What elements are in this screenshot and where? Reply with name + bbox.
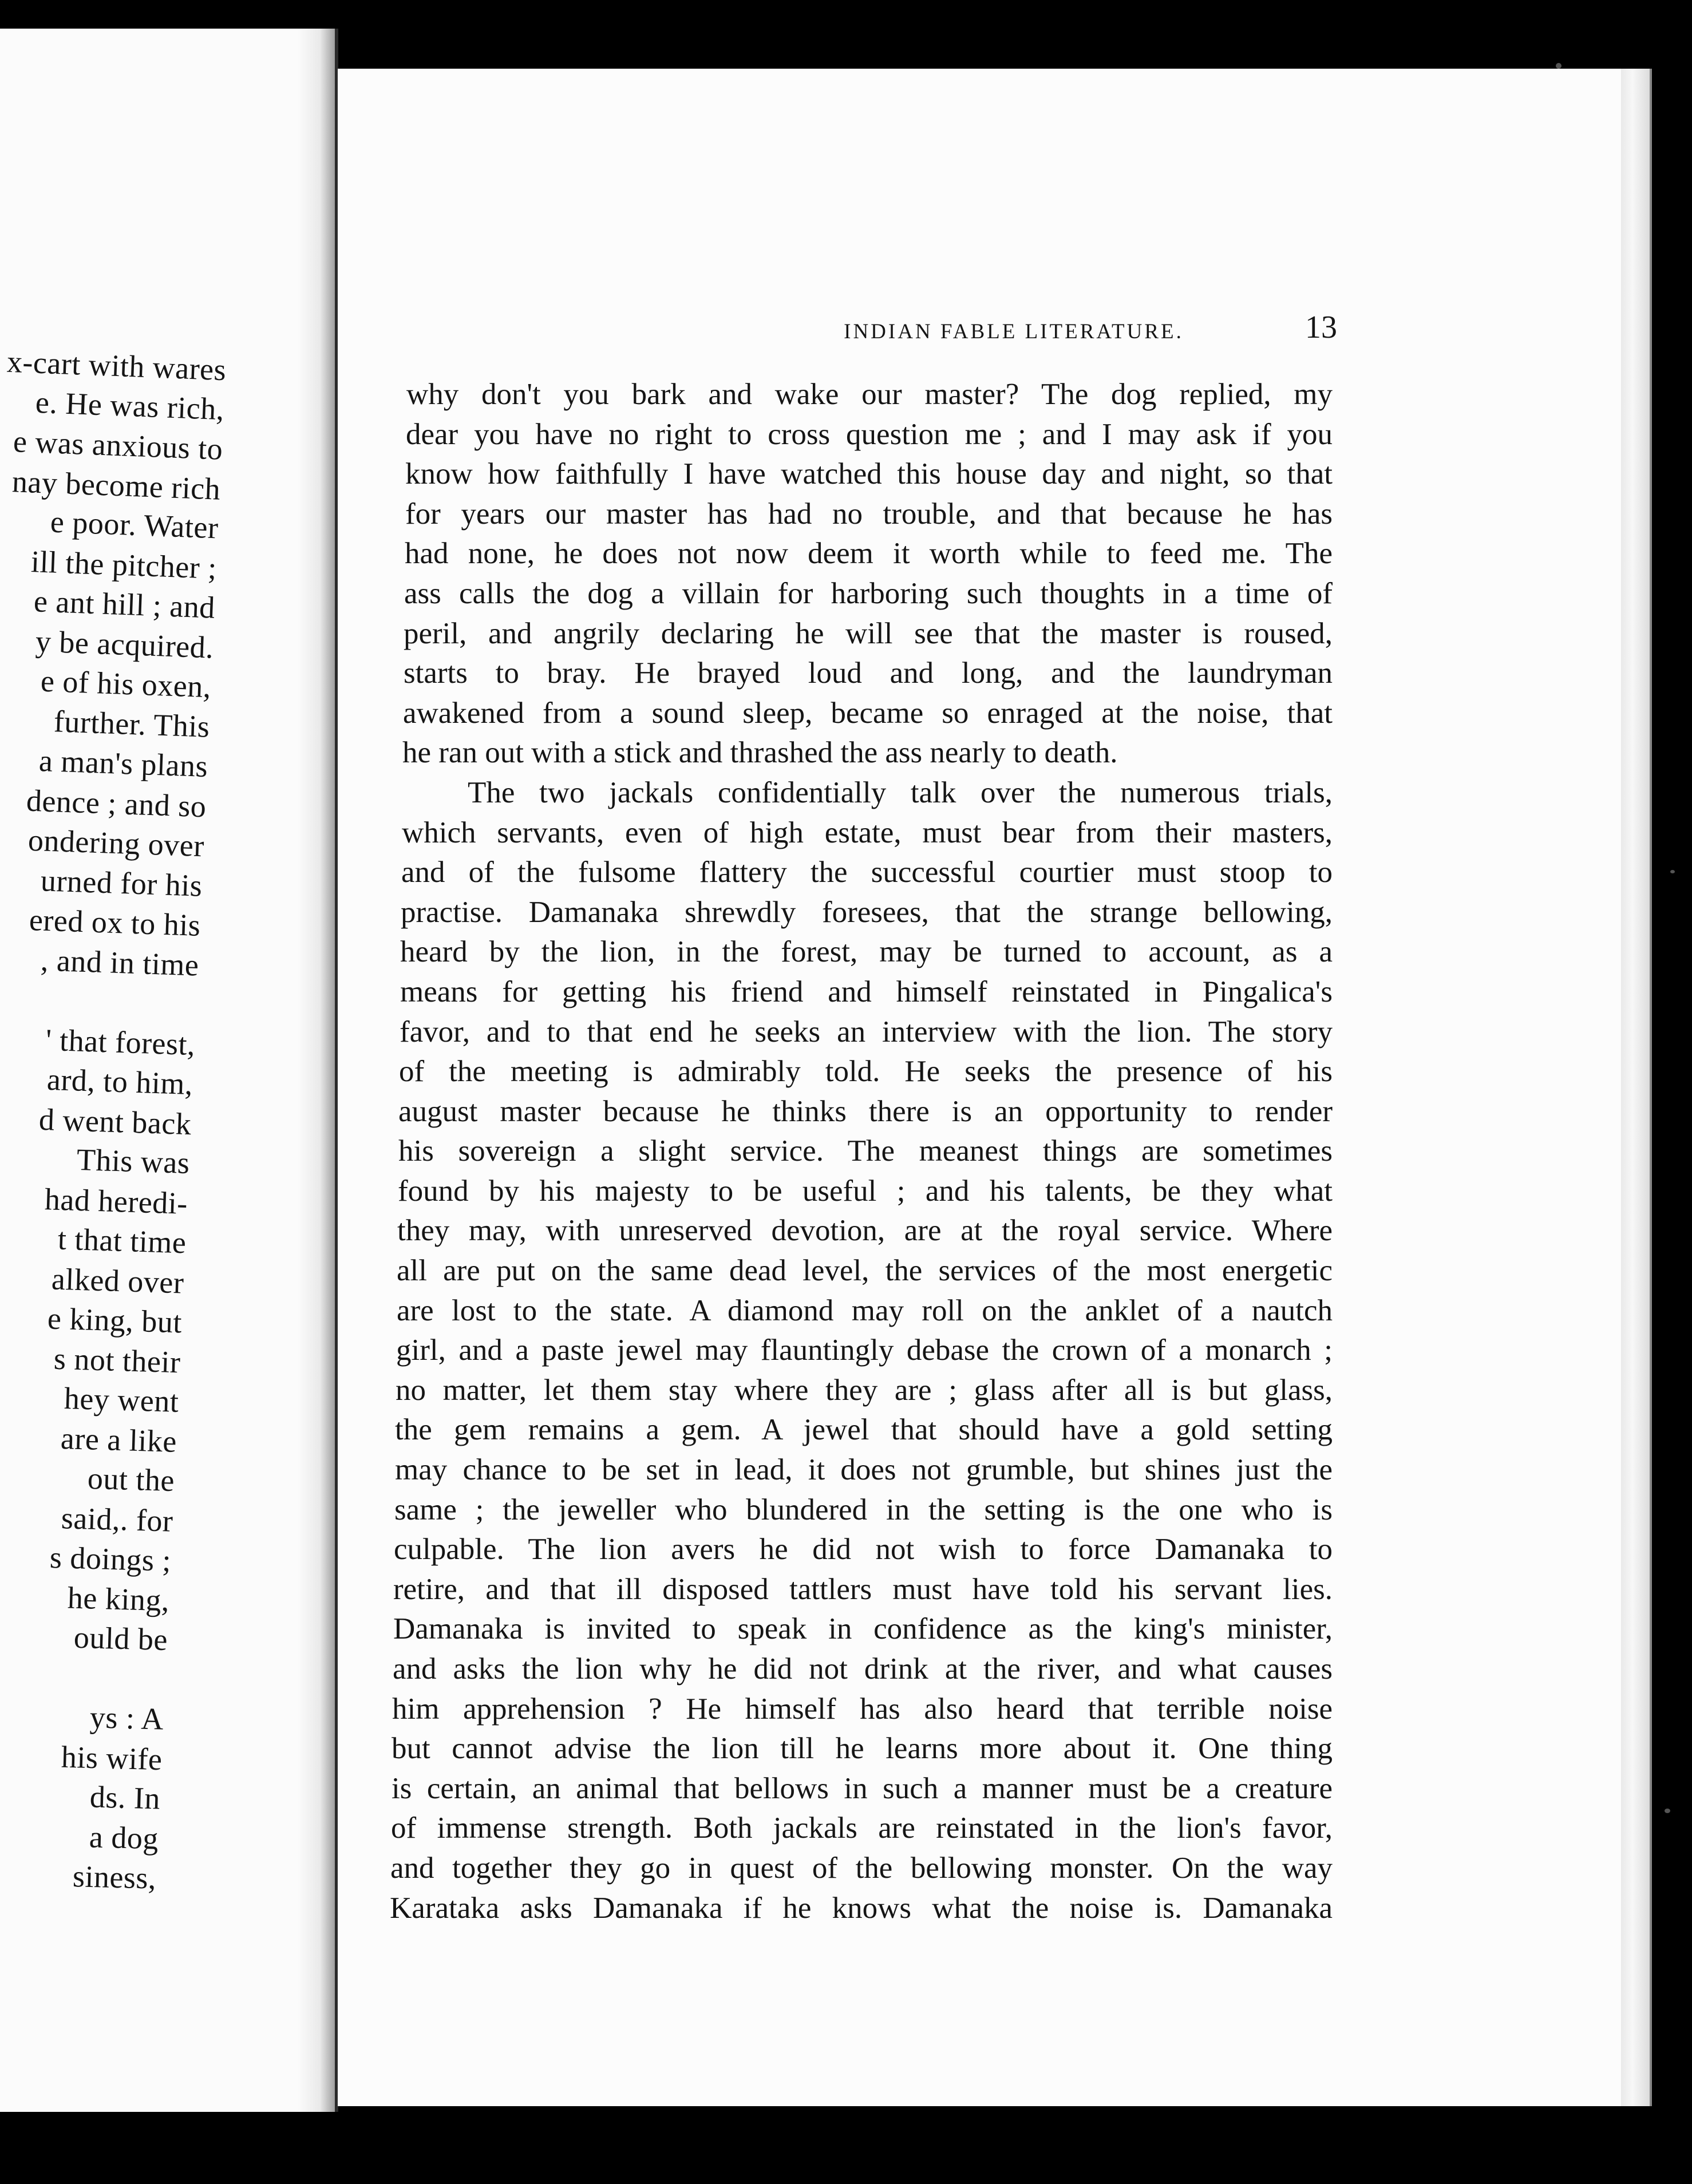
- scan-speck: [1665, 1809, 1670, 1813]
- page-edge: [1621, 69, 1652, 2106]
- body-line: his sovereign a slight service. The meanest things are sometimes: [398, 1134, 1333, 1168]
- body-text: [390, 375, 1333, 1928]
- body-line: peril, and angrily declaring he will see that the master is roused,: [404, 616, 1333, 650]
- body-line: of the meeting is admirably told. He seeks the presence of his: [399, 1055, 1333, 1089]
- body-line: no matter, let them stay where they are ; glass after all is but glass,: [396, 1373, 1333, 1407]
- body-line: culpable. The lion avers he did not wish to force Damanaka to: [394, 1533, 1333, 1566]
- left-page-line: urned for his: [39, 862, 203, 903]
- body-line: but cannot advise the lion till he learns more about it. One thing: [392, 1732, 1333, 1766]
- body-line: dear you have no right to cross question me ; and I may ask if you: [406, 417, 1333, 451]
- left-page-line: said,. for: [60, 1500, 173, 1538]
- body-line: him apprehension ? He himself has also heard that terrible noise: [392, 1692, 1333, 1726]
- body-line: for years our master has had no trouble, and that because he has: [405, 497, 1333, 531]
- body-line: The two jackals confidentially talk over the numerous trials,: [468, 776, 1333, 809]
- scan-speck: [1670, 870, 1675, 873]
- left-page-line: ered ox to his: [28, 903, 201, 943]
- page-number: 13: [1305, 310, 1337, 345]
- body-line: august master because he thinks there is an opportunity to render: [398, 1094, 1333, 1128]
- left-page-line: e of his oxen,: [40, 663, 212, 705]
- left-page-line: This was: [76, 1142, 190, 1181]
- left-page-line: t that time: [57, 1221, 187, 1260]
- left-page-line: x-cart with wares: [6, 344, 227, 387]
- left-page-line: further. This: [53, 703, 210, 744]
- left-page-line: d went back: [38, 1102, 192, 1141]
- body-line: and of the fulsome flattery the successful courtier must stoop to: [401, 856, 1333, 889]
- body-line: starts to bray. He brayed loud and long, and the laundryman: [404, 656, 1333, 690]
- body-line: means for getting his friend and himself reinstated in Pingalica's: [400, 975, 1333, 1008]
- body-line: favor, and to that end he seeks an interview with the lion. The story: [400, 1015, 1333, 1049]
- left-page-line: had heredi-: [44, 1181, 188, 1221]
- body-line: Damanaka is invited to speak in confidence as the king's minister,: [393, 1612, 1333, 1646]
- body-line: the gem remains a gem. A jewel that should have a gold setting: [395, 1413, 1333, 1447]
- body-line: heard by the lion, in the forest, may be turned to account, as a: [400, 935, 1333, 969]
- left-page-line: e ant hill ; and: [33, 584, 216, 625]
- left-page-line: ondering over: [27, 822, 205, 864]
- left-page-line: are a like: [60, 1421, 177, 1459]
- left-page-line: ill the pitcher ;: [30, 544, 218, 585]
- body-line: are lost to the state. A diamond may roll on the anklet of a nautch: [397, 1293, 1333, 1327]
- left-page-line: s doings ;: [49, 1540, 172, 1578]
- body-line: why don't you bark and wake our master? The dog replied, my: [406, 378, 1333, 411]
- left-page-line: his wife: [60, 1739, 163, 1777]
- body-line: know how faithfully I have watched this house day and night, so that: [405, 457, 1333, 491]
- left-page-line: ' that forest,: [45, 1022, 196, 1062]
- left-page-line: siness,: [72, 1859, 157, 1896]
- body-line: all are put on the same dead level, the services of the most energetic: [397, 1254, 1333, 1288]
- body-line: and together they go in quest of the bellowing monster. On the way: [390, 1851, 1333, 1885]
- body-line: retire, and that ill disposed tattlers must have told his servant lies.: [393, 1572, 1333, 1606]
- left-page-line: , and in time: [39, 942, 199, 983]
- left-page-line: ould be: [73, 1620, 168, 1657]
- left-page-text: [0, 29, 335, 2112]
- body-line: girl, and a paste jewel may flauntingly debase the crown of a monarch ;: [396, 1334, 1333, 1367]
- left-page-line: ard, to him,: [46, 1062, 193, 1102]
- body-line: ass calls the dog a villain for harboring such thoughts in a time of: [404, 576, 1333, 610]
- left-page-line: ds. In: [89, 1779, 161, 1816]
- body-line: awakened from a sound sleep, became so enraged at the noise, that: [403, 696, 1333, 730]
- body-line: practise. Damanaka shrewdly foresees, that the strange bellowing,: [401, 895, 1333, 929]
- body-line: had none, he does not now deem it worth while to feed me. The: [405, 537, 1333, 571]
- left-page-line: a man's plans: [38, 743, 208, 784]
- running-head: INDIAN FABLE LITERATURE.: [844, 320, 1184, 343]
- body-line: found by his majesty to be useful ; and his talents, be they what: [398, 1174, 1333, 1208]
- left-page-line: he king,: [67, 1580, 170, 1617]
- left-page-line: dence ; and so: [25, 783, 207, 824]
- left-page-line: e poor. Water: [50, 504, 220, 545]
- body-line: is certain, an animal that bellows in such a manner must be a creature: [392, 1771, 1333, 1805]
- left-page-line: s not their: [53, 1341, 181, 1379]
- body-line: and asks the lion why he did not drink at the river, and what causes: [393, 1652, 1333, 1686]
- right-page: [338, 69, 1621, 2106]
- left-page-line: e. He was rich,: [35, 385, 226, 426]
- left-page-line: ys : A: [89, 1700, 164, 1736]
- left-page-line: y be acquired.: [34, 623, 214, 665]
- body-line: same ; the jeweller who blundered in the setting is the one who is: [394, 1493, 1333, 1526]
- body-line: which servants, even of high estate, must bear from their masters,: [402, 816, 1333, 849]
- body-line: of immense strength. Both jackals are reinstated in the lion's favor,: [391, 1811, 1333, 1845]
- left-facing-page: [0, 29, 338, 2112]
- left-page-line: hey went: [63, 1381, 179, 1419]
- book-gutter-shadow: [298, 29, 335, 2112]
- body-line: may chance to be set in lead, it does not grumble, but shines just the: [395, 1453, 1333, 1487]
- left-page-line: out the: [87, 1461, 175, 1498]
- body-line: Karataka asks Damanaka if he knows what the noise is. Damanaka: [390, 1891, 1333, 1925]
- body-line: they may, with unreserved devotion, are at the royal service. Where: [397, 1214, 1333, 1248]
- left-page-line: e was anxious to: [12, 424, 224, 466]
- left-page-line: nay become rich: [11, 464, 221, 507]
- left-page-line: e king, but: [47, 1301, 183, 1340]
- left-page-line: a dog: [89, 1819, 159, 1856]
- body-line: he ran out with a stick and thrashed the ass nearly to death.: [402, 736, 1118, 770]
- scan-speck: [1556, 63, 1561, 69]
- left-page-line: alked over: [50, 1261, 184, 1300]
